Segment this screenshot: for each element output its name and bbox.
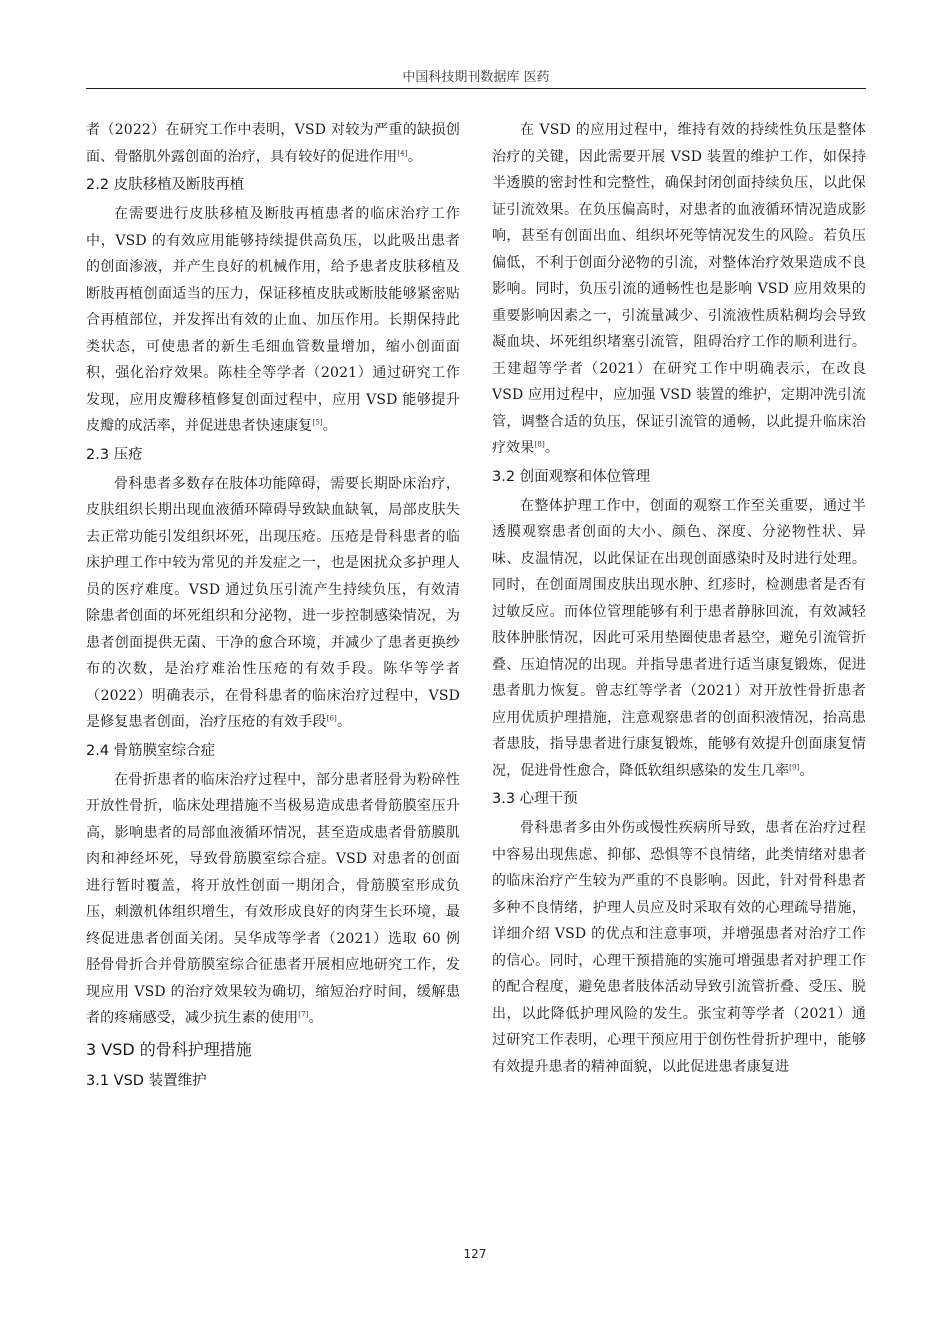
sentence-end: 。 [799, 762, 814, 779]
sentence-end: 。 [407, 148, 422, 165]
section-heading-3-2: 3.2 创面观察和体位管理 [492, 468, 651, 485]
paragraph [86, 767, 460, 1032]
citation-ref: [8] [534, 440, 545, 449]
citation-ref: [5] [312, 418, 323, 427]
section-heading-2-2: 2.2 皮肤移植及断肢再植 [86, 177, 245, 193]
citation-ref: [9] [789, 762, 800, 771]
citation-ref: [4] [397, 148, 408, 157]
section-heading-2-3: 2.3 压疮 [86, 446, 143, 463]
left-column [86, 117, 460, 1097]
paragraph [492, 815, 866, 1080]
running-header: 中国科技期刊数据库 医药 [402, 70, 550, 85]
paragraph [86, 471, 460, 736]
paragraph-text: 骨科患者多数存在肢体功能障碍，需要长期卧床治疗，皮肤组织长期出现血液循环障碍导致缺血缺氧，局部皮肤失去正常功能引发组织坏死，出现压疮。压疮是骨科患者的临床护理工作中较为常见的并发症之一，也是困扰众多护理人员的医疗难度。VSD 通过负压引流产生持续负压，有效清除患者创面的坏死组织和分泌物，进一步控制感染情况，为患者创面提供无菌、干净的愈合环境，并减少了患者更换纱布的次数，是治疗难治性压疮的有效手段。陈华等学者（2022）明确表示，在骨科患者的临床治疗过程中，VSD 是修复患者创面，治疗压疮的有效手段 [86, 475, 460, 730]
sentence-end: 。 [308, 1010, 323, 1026]
section-heading-3-3: 3.3 心理干预 [492, 791, 578, 807]
sentence-end: 。 [544, 440, 559, 456]
header-rule [86, 88, 866, 89]
citation-ref: [7] [298, 1010, 309, 1019]
paragraph [86, 201, 460, 440]
paragraph [492, 117, 866, 462]
paragraph-continued [86, 117, 460, 170]
section-heading-2-4: 2.4 骨筋膜室综合症 [86, 742, 216, 759]
paragraph-text: 在 VSD 的应用过程中，维持有效的持续性负压是整体治疗的关键，因此需要开展 VSD 装置的维护工作，如保持半透膜的密封性和完整性，确保封闭创面持续负压，以此保证引流效果。在负压偏高时，对患者的血液循环情况造成影响，甚至有创面出血、组织坏死等情况发生的风险。若负压偏低，不利于创面分泌物的引流，对整体治疗效果造成不良影响。同时，负压引流的通畅性也是影响 VSD 应用效果的重要影响因素之一，引流量减少、引流液性质粘稠均会导致凝血块、坏死组织堵塞引流管，阻碍治疗工作的顺利进行。王建超等学者（2021）在研究工作中明确表示，在改良 VSD 应用过程中，应加强 VSD 装置的维护，定期冲洗引流管，调整合适的负压，保证引流管的通畅，以此提升临床治疗效果 [492, 122, 866, 456]
section-heading-3-1: 3.1 VSD 装置维护 [86, 1072, 207, 1089]
section-heading-3: 3 VSD 的骨科护理措施 [86, 1039, 252, 1059]
paragraph-text: 者（2022）在研究工作中表明，VSD 对较为严重的缺损创面、骨骼肌外露创面的治疗，具有较好的促进作用 [86, 122, 460, 165]
right-column [492, 117, 866, 1080]
paragraph-text: 在需要进行皮肤移植及断肢再植患者的临床治疗工作中，VSD 的有效应用能够持续提供高负压，以此吸出患者的创面渗液，并产生良好的机械作用，给予患者皮肤移植及断肢再植创面适当的压力，保证移植皮肤或断肢能够紧密贴合再植部位，并发挥出有效的止血、加压作用。长期保持此类状态，可使患者的新生毛细血管数量增加，缩小创面面积，强化治疗效果。陈桂全等学者（2021）通过研究工作发现，应用皮瓣移植修复创面过程中，应用 VSD 能够提升皮瓣的成活率，并促进患者快速康复 [86, 206, 460, 434]
citation-ref: [6] [326, 714, 337, 723]
page-number: 127 [463, 1247, 487, 1261]
paragraph [492, 493, 866, 785]
paragraph-text: 在骨折患者的临床治疗过程中，部分患者胫骨为粉碎性开放性骨折，临床处理措施不当极易造成患者骨筋膜室压升高，影响患者的局部血液循环情况，甚至造成患者骨筋膜肌肉和神经坏死，导致骨筋膜室综合症。VSD 对患者的创面进行暂时覆盖，将开放性创面一期闭合，骨筋膜室形成负压，刺激机体组织增生，有效形成良好的肉芽生长环境，最终促进患者创面关闭。吴华成等学者（2021）选取 60 例胫骨骨折合并骨筋膜室综合征患者开展相应地研究工作，发现应用 VSD 的治疗效果较为确切，缩短治疗时间，缓解患者的疼痛感受，减少抗生素的使用 [86, 771, 460, 1026]
sentence-end: 。 [322, 418, 337, 434]
paragraph-text: 在整体护理工作中，创面的观察工作至关重要，通过半透膜观察患者创面的大小、颜色、深度、分泌物性状、异味、皮温情况，以此保证在出现创面感染时及时进行处理。同时，在创面周围皮肤出现水肿、红疹时，检测患者是否有过敏反应。而体位管理能够有利于患者静脉回流，有效减轻肢体肿胀情况，因此可采用垫圈使患者悬空，避免引流管折叠、压迫情况的出现。并指导患者进行适当康复锻炼，促进患者肌力恢复。曾志红等学者（2021）对开放性骨折患者应用优质护理措施，注意观察患者的创面积液情况，抬高患者患肢，指导患者进行康复锻炼，能够有效提升创面康复情况，促进骨性愈合，降低软组织感染的发生几率 [492, 497, 866, 779]
sentence-end: 。 [336, 714, 352, 730]
paragraph-text: 骨科患者多由外伤或慢性疾病所导致，患者在治疗过程中容易出现焦虑、抑郁、恐惧等不良情绪，此类情绪对患者的临床治疗产生较为严重的不良影响。因此，针对骨科患者多种不良情绪，护理人员应及时采取有效的心理疏导措施，详细介绍 VSD 的优点和注意事项，并增强患者对治疗工作的信心。同时，心理干预措施的实施可增强患者对护理工作的配合程度，避免患者肢体活动导致引流管折叠、受压、脱出，以此降低护理风险的发生。张宝莉等学者（2021）通过研究工作表明，心理干预应用于创伤性骨折护理中，能够有效提升患者的精神面貌，以此促进患者康复进 [492, 820, 866, 1075]
